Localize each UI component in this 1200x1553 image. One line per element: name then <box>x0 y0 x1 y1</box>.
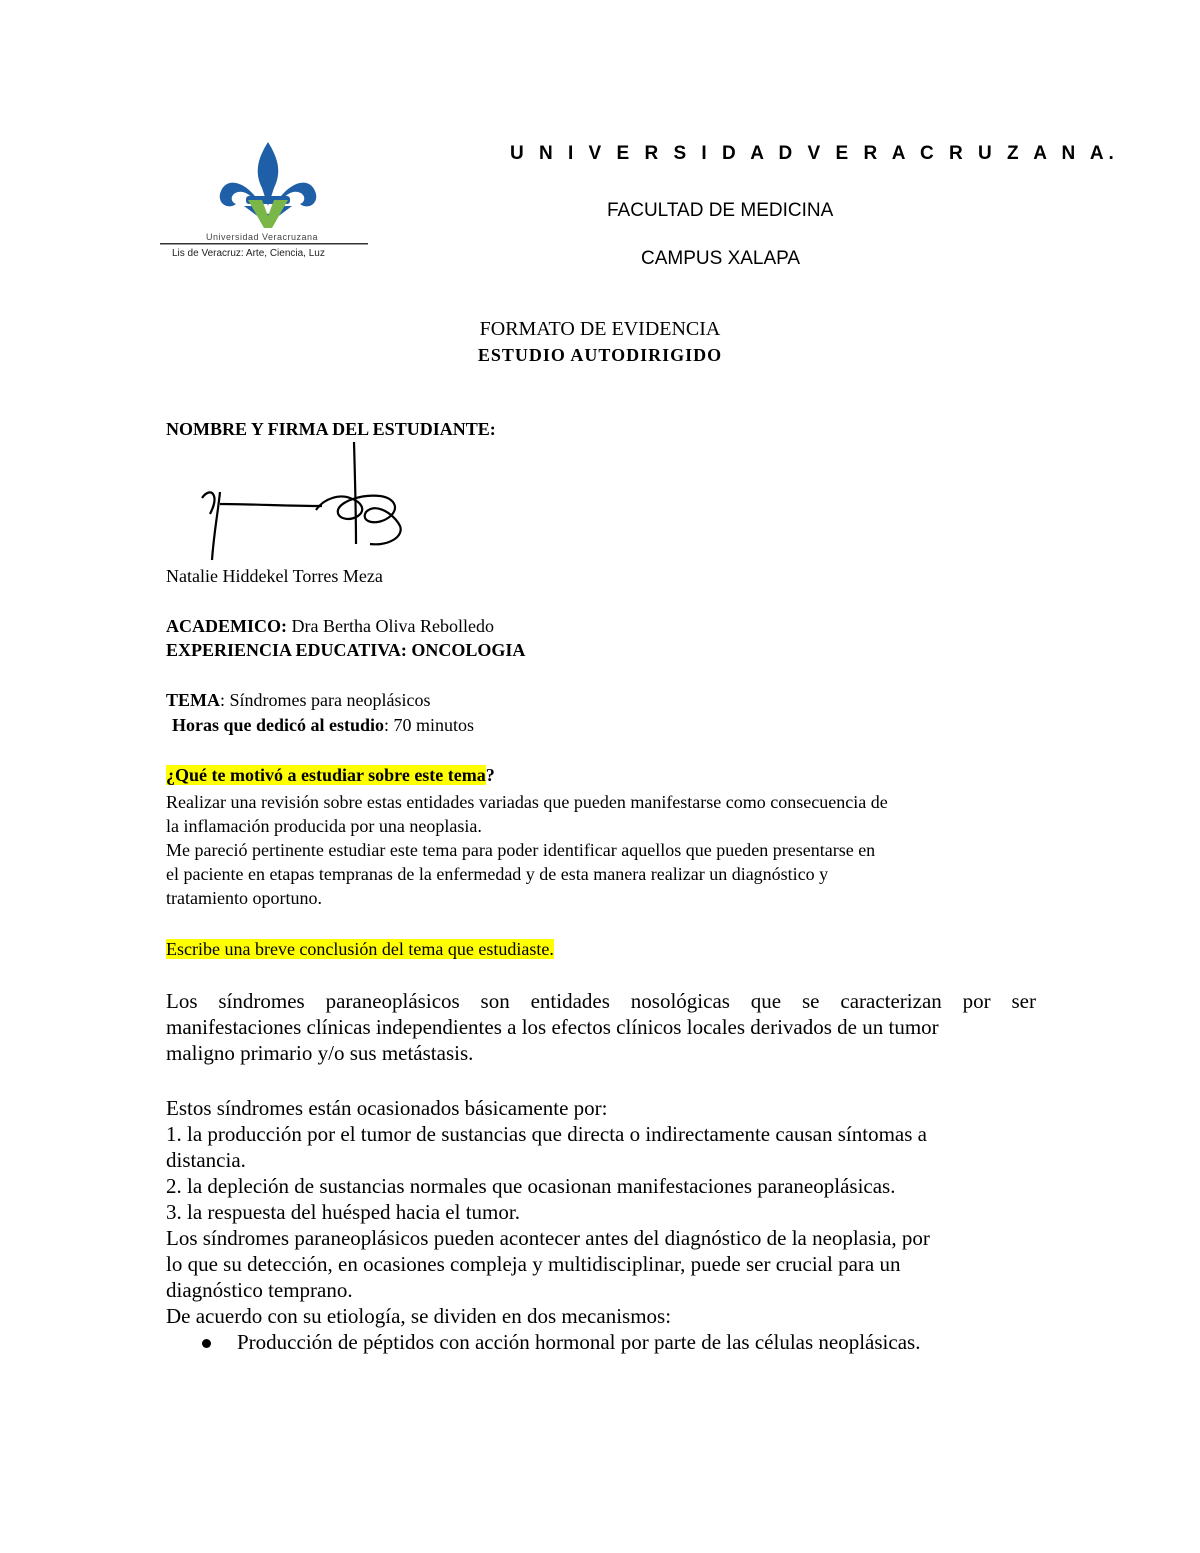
list-item <box>166 1329 1046 1355</box>
hours-label: Horas que dedicó al estudio <box>172 715 385 735</box>
campus-name: CAMPUS XALAPA <box>641 248 801 269</box>
conclusion-body-line: 1. la producción por el tumor de sustancias que directa o indirectamente causan síntomas a <box>166 1122 927 1146</box>
conclusion-body-line: lo que su detección, en ocasiones compleja y multidisciplinar, puede ser crucial para un <box>166 1252 901 1276</box>
conclusion-body-line: Estos síndromes están ocasionados básicamente por: <box>166 1096 608 1120</box>
topic-value: : Síndromes para neoplásicos <box>220 690 431 710</box>
academic-value: Dra Bertha Oliva Rebolledo <box>287 616 494 636</box>
motivation-question-mark: ? <box>485 765 495 785</box>
conclusion-body-line: Los síndromes paraneoplásicos pueden acontecer antes del diagnóstico de la neoplasia, por <box>166 1226 930 1250</box>
logo-motto: Lis de Veracruz: Arte, Ciencia, Luz <box>172 248 325 259</box>
motivation-line: Me pareció pertinente estudiar este tema para poder identificar aquellos que pueden presentarse en <box>166 840 876 860</box>
conclusion-body-line: distancia. <box>166 1148 246 1172</box>
document-subtitle: ESTUDIO AUTODIRIGIDO <box>477 345 723 365</box>
experience-label: EXPERIENCIA EDUCATIVA: ONCOLOGIA <box>166 640 526 660</box>
conclusion-intro-line: maligno primario y/o sus metástasis. <box>166 1041 474 1065</box>
university-logo <box>158 140 370 270</box>
document-title: FORMATO DE EVIDENCIA <box>479 318 721 340</box>
conclusion-body-line: 3. la respuesta del huésped hacia el tumor. <box>166 1200 520 1224</box>
motivation-answer <box>166 790 1046 910</box>
conclusion-body-line: De acuerdo con su etiología, se dividen en dos mecanismos: <box>166 1304 672 1328</box>
conclusion-body-line: diagnóstico temprano. <box>166 1278 353 1302</box>
conclusion-prompt-text: Escribe una breve conclusión del tema que estudiaste. <box>166 939 554 959</box>
conclusion-intro-line: manifestaciones clínicas independientes a los efectos clínicos locales derivados de un tumor <box>166 1015 939 1039</box>
hours-value: : 70 minutos <box>384 715 475 735</box>
topic-line <box>166 690 430 711</box>
motivation-question-text: ¿Qué te motivó a estudiar sobre este tema <box>166 765 486 785</box>
motivation-line: Realizar una revisión sobre estas entidades variadas que pueden manifestarse como consecuencia de <box>166 792 888 812</box>
student-label: NOMBRE Y FIRMA DEL ESTUDIANTE: <box>166 419 496 439</box>
bullet-icon <box>202 1339 211 1348</box>
list-item-text: Producción de péptidos con acción hormonal por parte de las células neoplásicas. <box>237 1330 921 1354</box>
motivation-line: el paciente en etapas tempranas de la enfermedad y de esta manera realizar un diagnóstico y <box>166 864 829 884</box>
motivation-line: tratamiento oportuno. <box>166 888 322 908</box>
hours-line <box>172 715 474 736</box>
conclusion-body-line: 2. la depleción de sustancias normales que ocasionan manifestaciones paraneoplásicas. <box>166 1174 896 1198</box>
conclusion-intro <box>166 988 1036 1066</box>
university-title: U N I V E R S I D A D V E R A C R U Z A N A. <box>510 143 1119 164</box>
motivation-question <box>166 765 495 786</box>
mechanism-list <box>166 1329 1046 1355</box>
faculty-name: FACULTAD DE MEDICINA <box>607 200 834 221</box>
academic-line <box>166 616 494 637</box>
conclusion-prompt <box>166 939 554 960</box>
academic-label: ACADEMICO: <box>166 616 287 636</box>
conclusion-intro-line: Los síndromes paraneoplásicos son entidades nosológicas que se caracterizan por ser <box>166 989 1036 1013</box>
topic-label: TEMA <box>166 690 220 710</box>
logo-name: Universidad Veracruzana <box>206 232 319 242</box>
conclusion-body <box>166 1095 1046 1355</box>
motivation-line: la inflamación producida por una neoplasia. <box>166 816 482 836</box>
student-signature <box>190 440 420 570</box>
student-name: Natalie Hiddekel Torres Meza <box>166 566 383 586</box>
